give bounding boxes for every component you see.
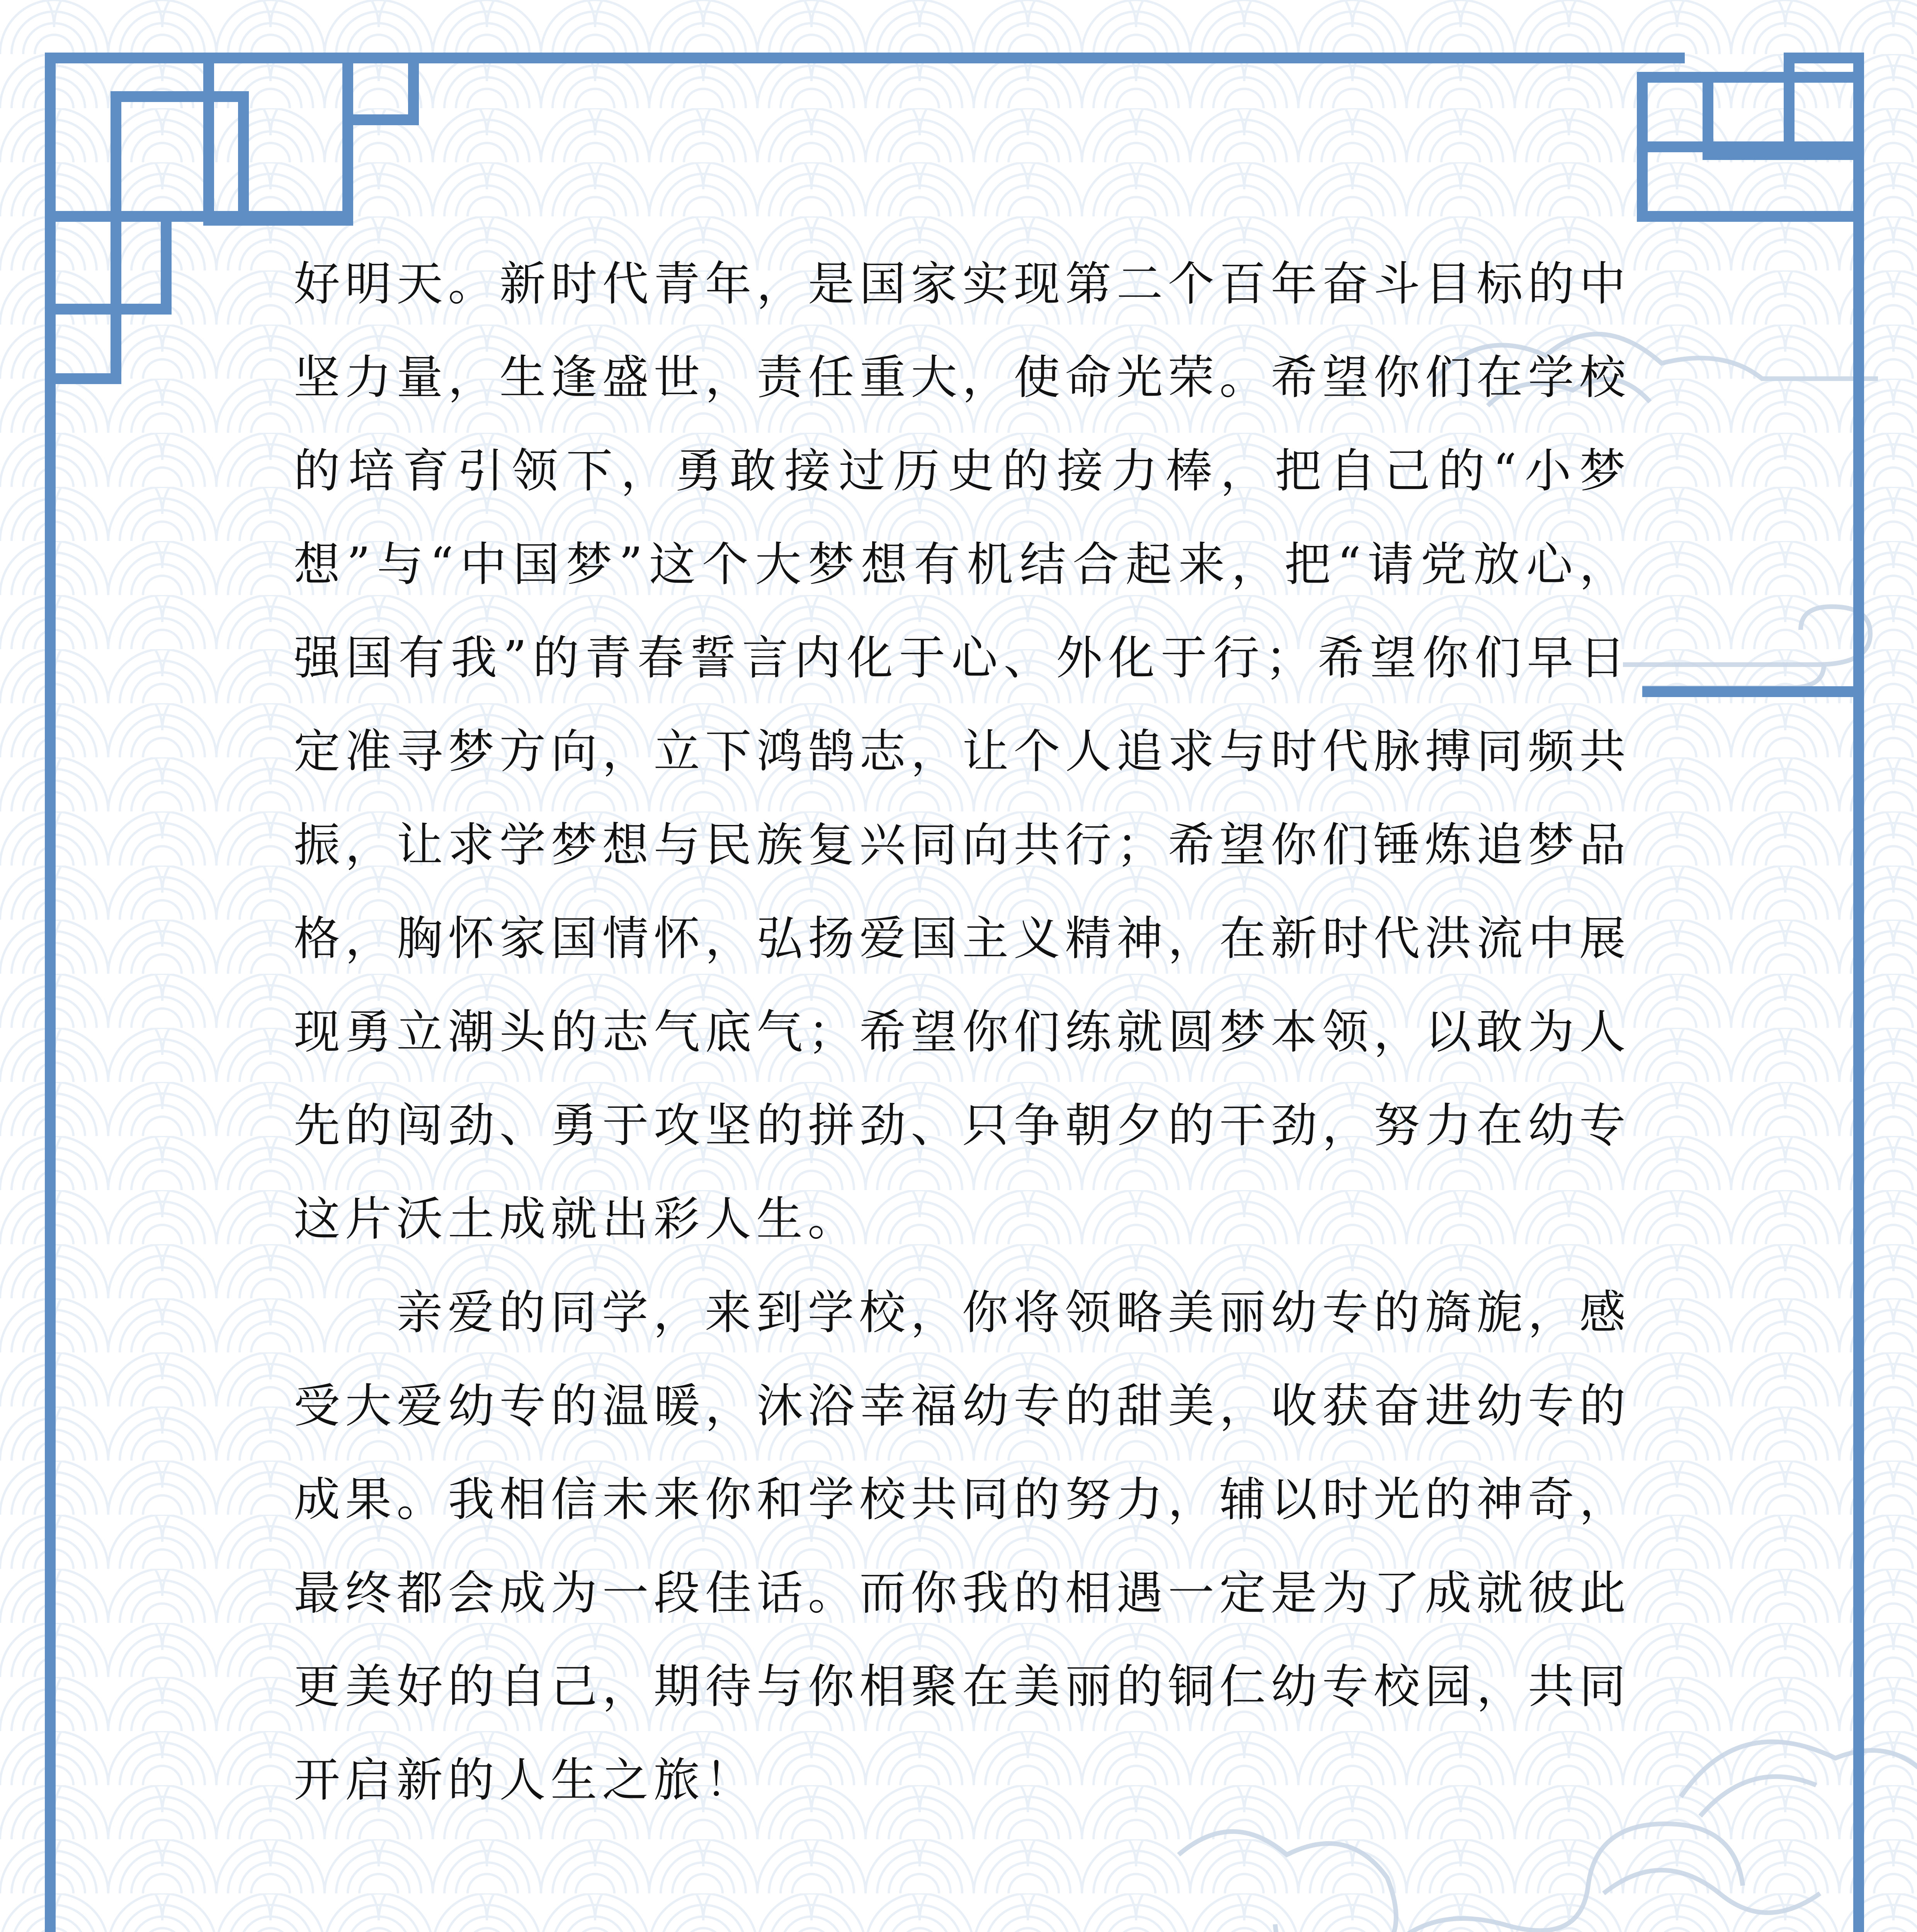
letter-paragraph: 亲爱的同学，来到学校，你将领略美丽幼专的旖旎，感受大爱幼专的温暖，沐浴幸福幼专的甜美，收获奋进幼专的成果。我相信未来你和学校共同的努力，辅以时光的神奇，最终都会成为一段佳话。而你我的相遇一定是为了成就彼此更美好的自己，期待与你相聚在美丽的铜仁幼专校园，共同开启新的人生之旅！ [294,1286,1631,1807]
letter-paragraph: 好明天。新时代青年，是国家实现第二个百年奋斗目标的中坚力量，生逢盛世，责任重大，使命光荣。希望你们在学校的培育引领下，勇敢接过历史的接力棒，把自己的“小梦想”与“中国梦”这个大梦想有机结合起来，把“请党放心，强国有我”的青春誓言内化于心、外化于行；希望你们早日定准寻梦方向，立下鸿鹄志，让个人追求与时代脉搏同频共振，让求学梦想与民族复兴同向共行；希望你们锤炼追梦品格，胸怀家国情怀，弘扬爱国主义精神，在新时代洪流中展现勇立潮头的志气底气；希望你们练就圆梦本领，以敢为人先的闯劲、勇于攻坚的拼劲、只争朝夕的干劲，努力在幼专这片沃土成就出彩人生。 [294,257,1631,1246]
letter-body [294,238,1631,1827]
